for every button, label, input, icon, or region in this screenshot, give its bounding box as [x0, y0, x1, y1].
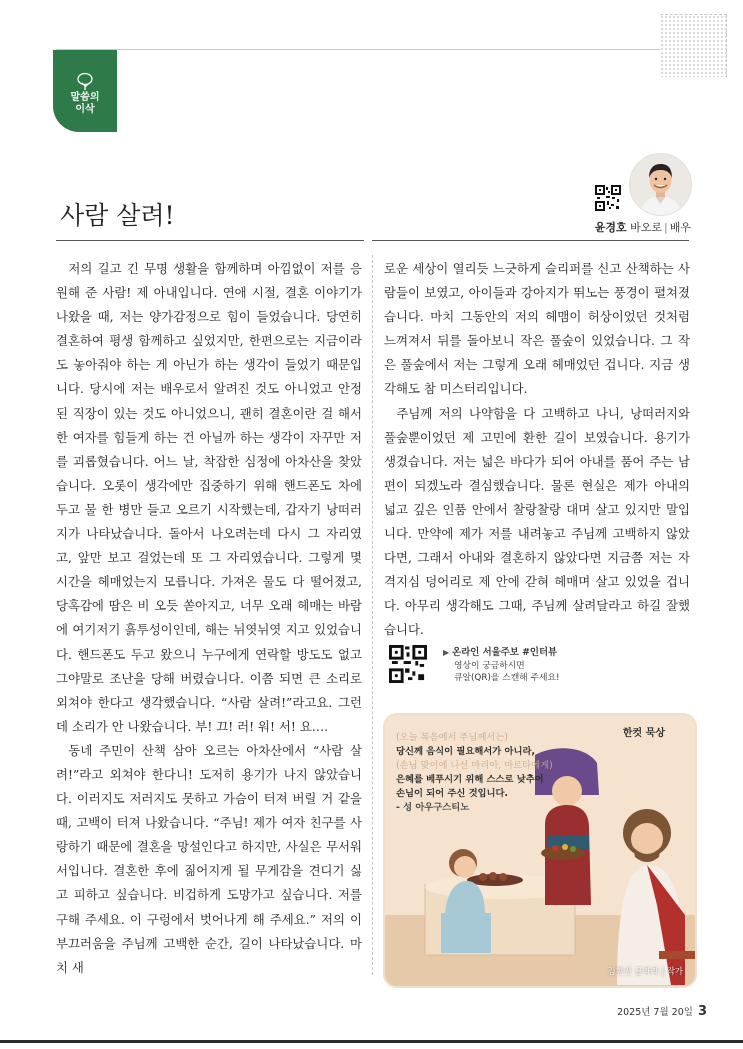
section-label-line2: 이삭 [75, 104, 95, 115]
body-paragraph: 저의 길고 긴 무명 생활을 함께하며 아낌없이 저를 응원해 준 사람! 제 아내입니다. 연애 시절, 결혼 이야기가 나왔을 때, 저는 양가감정으로 힘이 들었습니다. 당연히 결혼하여 평생 함께하고 싶었지만, 한편으로는 지금이라도 놓아줘야 하는 게 아닌가 하는 생각이 들었기 때문입니다. 당시에 저는 배우로서 알려진 것도 아니었고 안정된 직장이 있는 것도 아니었으니, 괜히 결혼이란 걸 해서 한 여자를 힘들게 하는 건 아닐까 하는 생각이 자꾸만 저를 괴롭혔습니다. 어느 날, 착잡한 심정에 아차산을 찾았습니다. 오롯이 생각에만 집중하기 위해 핸드폰도 차에 두고 물 한 병만 들고 오르기 시작했는데, 갑자기 낭떠러지가 나타났습니다. 돌아서 나오려는데 다시 그 자리였고, 앞만 보고 걸었는데 또 그 자리였습니다. 그렇게 몇 시간을 헤매었는지 모릅니다. 가져온 물도 다 떨어졌고, 당혹감에 땀은 비 오듯 쏟아지고, 너무 오래 헤매는 바람에 여기저기 흙투성이인데, 해는 뉘엿뉘엿 지고 있었습니다. 핸드폰도 두고 왔으니 누구에게 연락할 방도도 없고 그야말로 조난을 당해 버렸습니다. 이쯤 되면 큰 소리로 외쳐야 한다고 생각했습니다. “사람 살려!”라고요. 그런데 소리가 안 나왔습니다. 부! 끄! 러! 워! 서! 요…. [56, 261, 362, 734]
page-footer [617, 1004, 707, 1019]
illustration-label: 한컷 묵상 [622, 728, 665, 739]
top-rule [56, 49, 660, 50]
illustration-quote [396, 731, 596, 815]
footer-date: 2025년 7월 20일 [617, 1007, 693, 1018]
author-baptismal-name: 바오로 [630, 221, 663, 234]
section-tab [53, 50, 117, 132]
online-interview-box [389, 645, 689, 687]
tree-icon [75, 72, 95, 92]
quote-line-2: 은혜를 베푸시기 위해 스스로 낮추어 [396, 774, 544, 785]
quote-intro-2: (손님 맞이에 나선 마리아, 마르타에게) [396, 760, 553, 771]
body-right-column [384, 257, 690, 643]
online-line1: 영상이 궁금하시면 [454, 660, 525, 671]
illustration-panel [383, 713, 697, 988]
section-label-line1: 말씀의 [70, 92, 100, 103]
author-name: 윤경호 [594, 221, 627, 234]
online-heading: 온라인 서울주보 #인터뷰 [452, 647, 558, 658]
byline-separator: | [664, 221, 668, 234]
author-avatar [629, 153, 692, 216]
author-role: 배우 [669, 221, 691, 234]
page-number: 3 [697, 1004, 707, 1019]
body-left-column [56, 257, 362, 980]
body-paragraph: 로운 세상이 열리듯 느긋하게 슬리퍼를 신고 산책하는 사람들이 보였고, 아이들과 강아지가 뛰노는 풍경이 펼쳐졌습니다. 마치 그동안의 저의 헤맴이 허상이었던 것처럼 느껴져서 뒤를 돌아보니 작은 풀숲이 있었습니다. 그 작은 풀숲에서 저는 그렇게 오래 헤매었던 겁니다. 지금 생각해도 참 미스터리입니다. [384, 261, 690, 397]
author-byline [595, 219, 691, 235]
quote-intro-1: (오늘 복음에서 주님께서는) [396, 732, 508, 743]
body-paragraph: 주님께 저의 나약함을 다 고백하고 나니, 낭떠러지와 풀숲뿐이었던 제 고민에 환한 길이 보였습니다. 용기가 생겼습니다. 저는 넓은 바다가 되어 아내를 품어 주는 남편이 되겠노라 결심했습니다. 물론 현실은 제가 아내의 넓고 깊은 인품 안에서 찰랑찰랑 대며 살고 있지만 말입니다. 만약에 제가 저를 내려놓고 주님께 고백하지 않았다면, 그래서 아내와 결혼하지 않았다면 지금쯤 저는 자격지심 덩어리로 제 안에 갇혀 헤매며 살고 있었을 겁니다. 아무리 생각해도 그때, 주님께 살려달라고 하길 잘했습니다. [384, 405, 690, 638]
quote-line-3: 손님이 되어 주신 것입니다. [396, 788, 509, 799]
play-triangle-icon: ▶ [443, 648, 450, 657]
quote-author: - 성 아우구스티노 [396, 802, 470, 813]
online-text [443, 647, 560, 685]
body-paragraph: 동네 주민이 산책 삼아 오르는 아차산에서 “사람 살려!”라고 외쳐야 한다니! 도저히 용기가 나지 않았습니다. 이러지도 저러지도 못하고 가슴이 터져 버릴 거 같을 때, 고백이 터져 나왔습니다. “주님! 제가 여자 친구를 사랑하기 때문에 결혼을 망설인다고 하지만, 사실은 무서워서입니다. 결혼한 후에 짊어지게 될 무게감을 견디기 싫고 피하고 싶습니다. 비겁하게 도망가고 싶습니다. 저를 구해 주세요. 이 구렁에서 벗어나게 해 주세요.” 저의 이 부끄러움을 주님께 고백한 순간, 길이 나타났습니다. 마치 새 [56, 742, 362, 975]
qr-code-icon[interactable] [595, 185, 621, 211]
quote-line-1: 당신께 음식이 필요해서가 아니라, [396, 746, 535, 757]
footer-rule [0, 1040, 743, 1043]
left-column-rule [56, 240, 364, 241]
illustration-credit: 김현진 글라라 | 작가 [607, 966, 683, 976]
page-title: 사람 살려! [60, 201, 175, 230]
qr-code-icon[interactable] [389, 645, 427, 683]
online-line2: 큐알(QR)을 스캔해 주세요! [454, 673, 560, 683]
corner-pattern [660, 14, 727, 77]
column-divider [372, 255, 373, 975]
right-column-rule [372, 240, 689, 241]
